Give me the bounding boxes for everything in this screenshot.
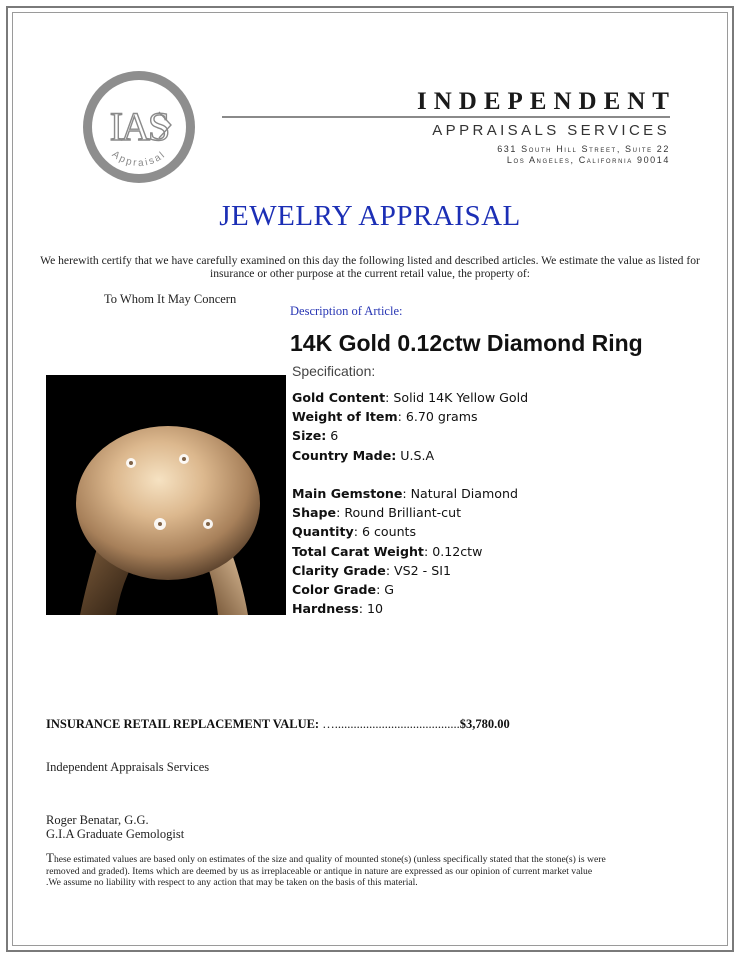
spec-value: 6 xyxy=(326,428,339,444)
ias-logo-caption: Appraisal xyxy=(109,148,169,170)
ias-monogram: IAS xyxy=(109,104,169,149)
spec-key: Clarity Grade xyxy=(292,562,386,578)
spec-value: : Solid 14K Yellow Gold xyxy=(385,390,529,405)
diamond-setting-1 xyxy=(129,461,133,465)
header-rule xyxy=(222,116,670,118)
spec-total-carat xyxy=(292,542,712,561)
ring-dome xyxy=(76,426,260,580)
spec-key: Hardness xyxy=(292,601,359,617)
disclaimer-initial: T xyxy=(46,850,54,865)
certification-text: We herewith certify that we have carefully examined on this day the following listed and described articles. We estimate the value as listed for insurance or other purpose at the current retail value, the property of: xyxy=(40,254,700,280)
spec-key: Main Gemstone xyxy=(292,485,403,501)
insurance-label: INSURANCE RETAIL REPLACEMENT VALUE: xyxy=(46,717,320,731)
spec-shape xyxy=(292,503,712,522)
disclaimer xyxy=(46,852,606,889)
appraiser-credential: G.I.A Graduate Gemologist xyxy=(46,827,185,841)
spec-main-gemstone xyxy=(292,484,712,503)
insurance-value-line xyxy=(46,717,510,732)
company-address-line1: 631 South Hill Street, Suite 22 xyxy=(497,144,670,154)
spec-value: : 0.12ctw xyxy=(423,543,483,559)
company-address-line2: Los Angeles, California 90014 xyxy=(506,155,670,165)
appraiser-name: Roger Benatar, G.G. xyxy=(46,813,149,827)
ias-logo-seal xyxy=(79,67,199,187)
spec-key: Size: xyxy=(292,428,327,444)
insurance-value: $3,780.00 xyxy=(459,717,510,731)
spec-key: Country Made: xyxy=(292,447,397,463)
diamond-setting-4 xyxy=(206,522,210,526)
signature-company: Independent Appraisals Services xyxy=(46,760,210,774)
spec-key: Quantity xyxy=(292,524,354,540)
spec-value: : G xyxy=(376,581,395,597)
description-label: Description of Article: xyxy=(290,304,403,318)
spec-value: : VS2 - SI1 xyxy=(385,562,451,578)
insurance-leader-dots: …........................................ xyxy=(319,717,460,731)
spec-color xyxy=(292,580,712,599)
diamond-setting-2 xyxy=(182,457,186,461)
spec-clarity xyxy=(292,561,712,580)
item-title: 14K Gold 0.12ctw Diamond Ring xyxy=(290,330,643,356)
spec-key: Weight of Item xyxy=(292,409,398,425)
company-header xyxy=(222,88,676,165)
spec-country xyxy=(292,446,712,465)
spec-size xyxy=(292,426,712,445)
company-subtitle: APPRAISALS SERVICES xyxy=(432,122,670,139)
spec-quantity xyxy=(292,522,712,541)
ring-photo xyxy=(46,375,286,615)
spec-key: Total Carat Weight xyxy=(292,543,424,559)
spec-value: : 6.70 grams xyxy=(397,409,478,425)
spec-hardness xyxy=(292,599,712,618)
specification-label: Specification: xyxy=(292,363,376,379)
spec-value: : 10 xyxy=(358,601,384,617)
diamond-setting-3 xyxy=(158,522,162,526)
spec-value: : 6 counts xyxy=(353,524,417,540)
spec-value: : Round Brilliant-cut xyxy=(336,505,462,521)
company-name: INDEPENDENT xyxy=(417,88,676,115)
document-title: JEWELRY APPRAISAL xyxy=(219,200,521,232)
spec-key: Gold Content xyxy=(292,390,386,405)
spec-key: Color Grade xyxy=(292,581,377,597)
spec-value: U.S.A xyxy=(396,447,435,463)
recipient: To Whom It May Concern xyxy=(104,292,237,306)
spec-key: Shape xyxy=(292,505,337,521)
spec-value: : Natural Diamond xyxy=(402,485,518,501)
ias-logo xyxy=(79,67,199,187)
spec-weight xyxy=(292,407,712,426)
specifications-list xyxy=(292,388,712,618)
disclaimer-text: hese estimated values are based only on estimates of the size and quality of mounted stone(s) (unless specifically stated that the stone(s) is were removed and graded). Items which are deemed by us as irreplaceable or antique in nature are expressed as our opinion of current market value .We assume no liability with respect to any action that may be taken on the basis of this material. xyxy=(46,854,606,888)
ring-illustration xyxy=(46,375,286,615)
spec-gold-content xyxy=(292,388,712,407)
